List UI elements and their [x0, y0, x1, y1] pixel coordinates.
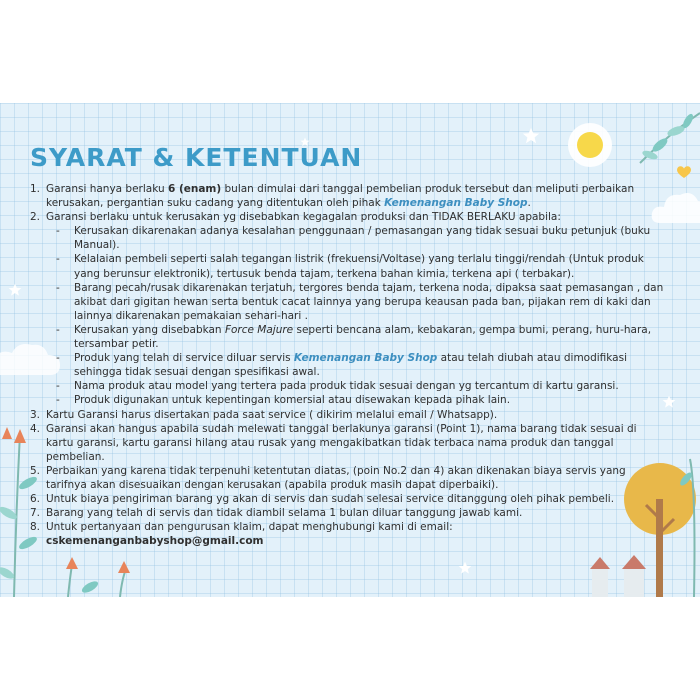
term-item — [30, 492, 664, 506]
terms-card — [0, 103, 700, 597]
dash-bullet: - — [56, 323, 60, 336]
italic-text: Force Majure — [224, 323, 294, 336]
term-number: 2. — [30, 211, 41, 224]
dash-bullet: - — [56, 352, 60, 365]
terms-content — [30, 182, 664, 548]
term-item — [30, 210, 664, 407]
leaf-branch-icon — [630, 103, 700, 173]
term-text: seperti bencana alam, kebakaran, gempa bumi, perang, huru-hara, tersambar petir. — [74, 323, 652, 351]
sub-term-item — [46, 351, 664, 379]
terms-list — [30, 182, 664, 548]
sub-term-item — [46, 393, 664, 407]
sun-icon — [560, 115, 620, 175]
sub-term-item — [46, 323, 664, 351]
brand-name: Kemenangan Baby Shop — [384, 197, 528, 210]
star-icon — [8, 283, 22, 297]
house-icon — [586, 549, 656, 597]
term-item — [30, 464, 664, 492]
term-text: Untuk biaya pengiriman barang yg akan di servis dan sudah selesai service ditanggung oleh pihak pembeli. — [46, 493, 615, 506]
term-item — [30, 520, 664, 548]
term-text: bulan dimulai dari tanggal pembelian produk tersebut dan meliputi perbaikan kerusakan, pergantian suku cadang yang ditentukan oleh pihak — [46, 183, 635, 210]
term-text: Barang yang telah di servis dan tidak diambil selama 1 bulan diluar tanggung jawab kami. — [46, 507, 523, 520]
term-text: Garansi akan hangus apabila sudah melewati tanggal berlakunya garansi (Point 1), nama barang tidak sesuai di kartu garansi, kartu garansi hilang atau rusak yang mengakibatkan tidak terbaca nama produk dan tanggal pembelian. — [46, 422, 637, 463]
term-text: Nama produk atau model yang tertera pada produk tidak sesuai dengan yg tercantum di kartu garansi. — [74, 380, 619, 393]
term-item — [30, 422, 664, 464]
sub-term-item — [46, 224, 664, 252]
term-number: 1. — [30, 183, 41, 195]
term-text: Kelalaian pembeli seperti salah tegangan listrik (frekuensi/Voltase) yang terlalu tinggi/rendah (Untuk produk yang berunsur elektronik), tertusuk benda tajam, terkena bahan kimia, terkena api ( terbakar). — [74, 253, 644, 280]
term-number: 4. — [30, 422, 41, 435]
term-text: atau telah diubah atau dimodifikasi sehingga tidak sesuai dengan spesifikasi awal. — [74, 352, 628, 379]
star-icon — [662, 395, 676, 409]
term-text: Produk digunakan untuk kepentingan komersial atau disewakan kepada pihak lain. — [74, 394, 511, 407]
brand-name: Kemenangan Baby Shop — [293, 352, 438, 365]
term-text: Garansi berlaku untuk kerusakan yg disebabkan kegagalan produksi dan TIDAK BERLAKU apabila: — [46, 211, 561, 224]
sub-term-item — [46, 252, 664, 280]
dash-bullet: - — [56, 281, 60, 294]
term-number: 8. — [30, 521, 41, 534]
emphasis-text: 6 (enam) — [167, 183, 222, 195]
sub-term-list — [46, 224, 664, 407]
term-text: . — [527, 197, 531, 210]
page-title: SYARAT & KETENTUAN — [30, 143, 363, 172]
star-icon — [458, 561, 472, 575]
term-number: 6. — [30, 493, 41, 506]
term-text: Barang pecah/rusak dikarenakan terjatuh, tergores benda tajam, terkena noda, dipaksa saat pemasangan , dan akibat dari gigitan hewan serta bentuk cacat lainnya yang berupa keausan pada ban, pijakan rem di kaki dan lainnya dikarenakan pemakaian sehari-hari . — [74, 281, 664, 322]
term-number: 3. — [30, 408, 41, 421]
term-number: 7. — [30, 507, 41, 520]
dash-bullet: - — [56, 225, 60, 238]
term-text: Produk yang telah di service diluar servis — [74, 352, 294, 365]
contact-email: cskemenanganbabyshop@gmail.com — [46, 535, 264, 548]
term-text: Untuk pertanyaan dan pengurusan klaim, dapat menghubungi kami di email: — [46, 521, 453, 534]
term-item — [30, 506, 664, 520]
dash-bullet: - — [56, 394, 60, 407]
sub-term-item — [46, 379, 664, 393]
term-text: Kerusakan dikarenakan adanya kesalahan penggunaan / pemasangan yang tidak sesuai buku petunjuk (buku Manual). — [74, 225, 651, 252]
star-icon — [522, 127, 540, 145]
sub-term-item — [46, 281, 664, 323]
term-item — [30, 182, 664, 210]
term-number: 5. — [30, 464, 41, 477]
term-item — [30, 408, 664, 422]
term-text: Garansi hanya berlaku — [46, 183, 168, 195]
flower-icon — [60, 557, 150, 597]
term-text: Kerusakan yang disebabkan — [74, 323, 225, 336]
term-text: Perbaikan yang karena tidak terpenuhi ketentutan diatas, (poin No.2 dan 4) akan dikenakan biaya servis yang tarifnya akan disesuaikan dengan kerusakan (apabila produk masih dapat diperbaiki). — [46, 464, 626, 491]
dash-bullet: - — [56, 253, 60, 266]
term-text: Kartu Garansi harus disertakan pada saat service ( dikirim melalui email / Whatsapp). — [46, 408, 498, 421]
dash-bullet: - — [56, 380, 60, 393]
